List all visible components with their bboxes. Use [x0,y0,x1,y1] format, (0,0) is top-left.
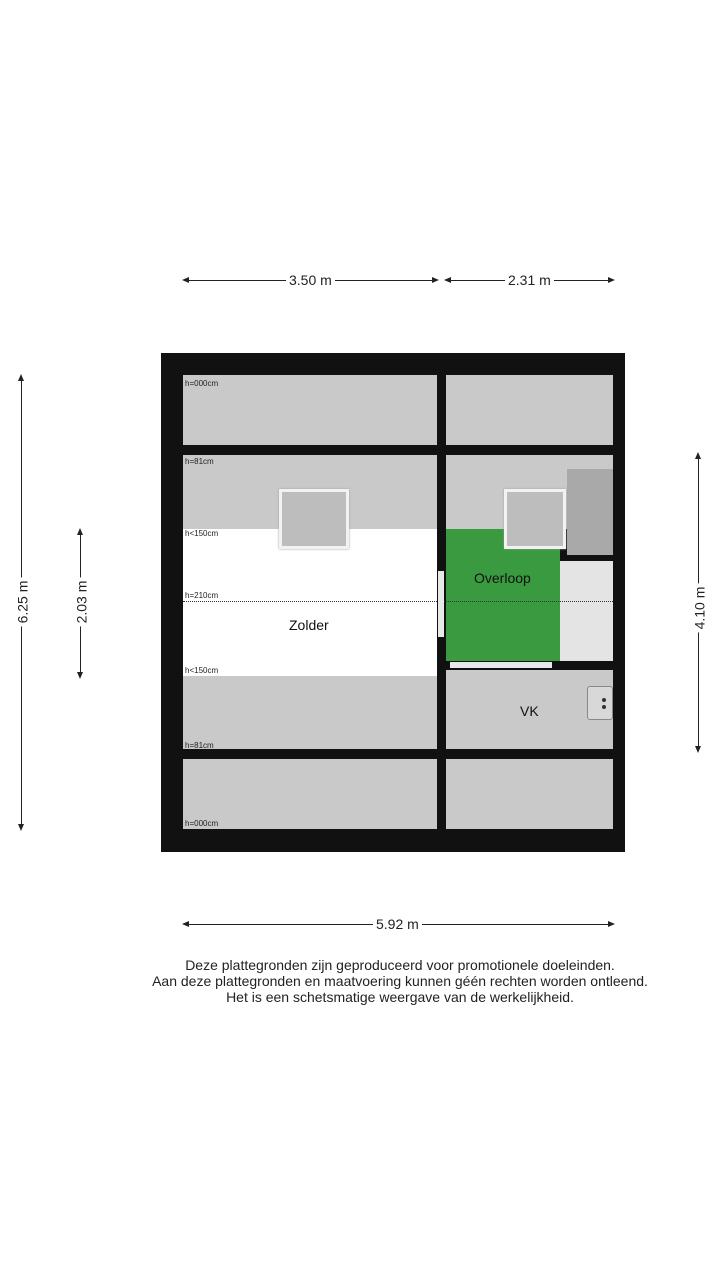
cabinet [567,469,613,555]
height-label: h=000cm [185,819,219,828]
dimension-label: 3.50 m [286,272,335,288]
arrow-down-icon [18,824,24,831]
arrow-right-icon [608,277,615,283]
arrow-right-icon [608,921,615,927]
zone-top-left [183,375,437,445]
boiler-icon [587,686,613,720]
zone-top-right [446,375,613,445]
room-label-vk: VK [520,703,539,719]
ridge-line [183,601,613,602]
dimension-label: 4.10 m [691,584,707,633]
zone-bottom-left [183,759,437,829]
staircase [560,561,613,661]
door-zolder [438,571,444,637]
height-label: h=81cm [185,741,214,750]
height-label: h<150cm [185,529,219,538]
room-label-overloop: Overloop [474,570,531,586]
dimension-label: 2.03 m [73,578,89,627]
arrow-right-icon [432,277,439,283]
arrow-down-icon [695,746,701,753]
skylight-window [504,489,566,549]
height-label: h=81cm [185,457,214,466]
zolder-floor [183,529,437,676]
disclaimer-line: Aan deze plattegronden en maatvoering kunnen géén rechten worden ontleend. [152,973,648,989]
disclaimer-line: Het is een schetsmatige weergave van de werkelijkheid. [226,989,574,1005]
height-label: h=210cm [185,591,219,600]
door-vk [450,662,552,668]
height-label: h<150cm [185,666,219,675]
zone-bottom-right [446,759,613,829]
dimension-label: 2.31 m [505,272,554,288]
zone-lower-left [183,676,437,749]
disclaimer-line: Deze plattegronden zijn geproduceerd voor promotionele doeleinden. [185,957,615,973]
skylight-window [279,489,349,549]
height-label: h=000cm [185,379,219,388]
dimension-label: 5.92 m [373,916,422,932]
floor-plan [161,353,625,852]
room-label-zolder: Zolder [289,617,329,633]
dimension-label: 6.25 m [14,578,30,627]
arrow-down-icon [77,672,83,679]
